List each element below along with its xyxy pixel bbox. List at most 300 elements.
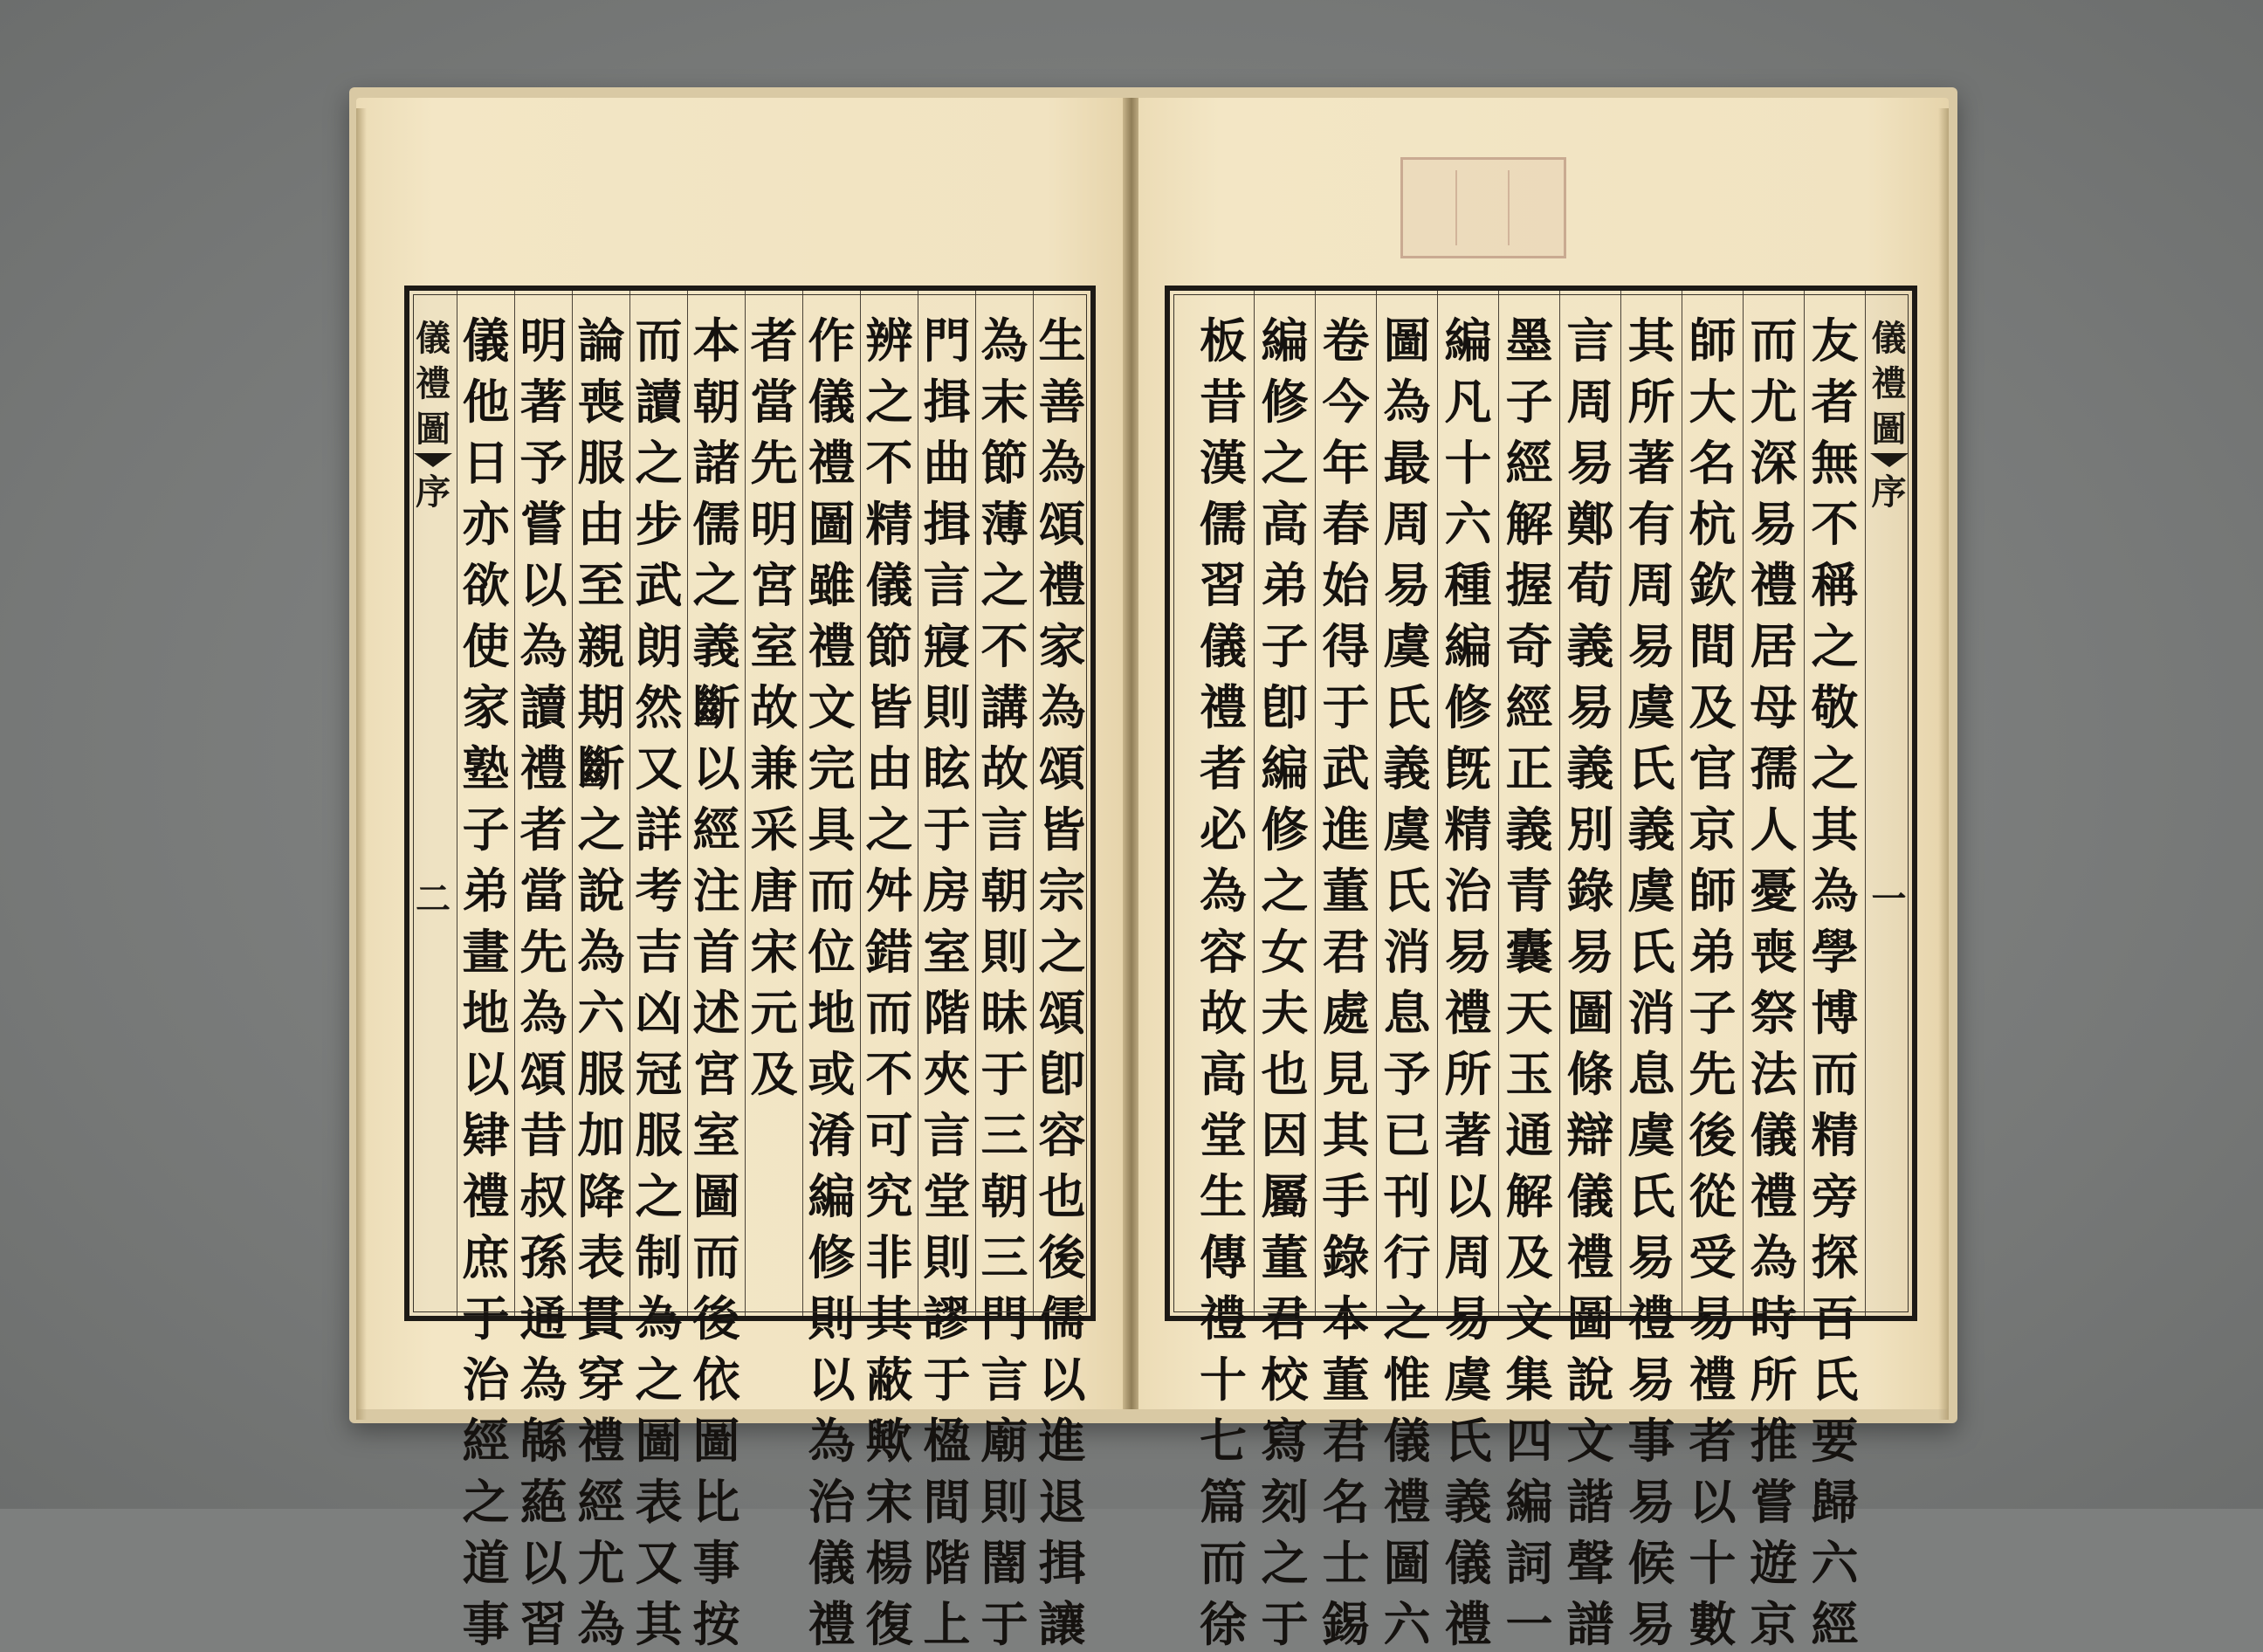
glyph: 著: [519, 374, 567, 430]
glyph: 然: [635, 679, 683, 735]
glyph: 圖: [635, 1413, 683, 1469]
glyph: 堂: [1200, 1107, 1247, 1163]
glyph: 畫: [462, 924, 510, 980]
glyph: 及: [1689, 679, 1737, 735]
glyph: 之: [865, 802, 913, 857]
glyph: 六: [1444, 496, 1492, 552]
glyph: 得: [1322, 618, 1370, 674]
glyph: 校: [1261, 1352, 1309, 1408]
glyph: 春: [1322, 496, 1370, 552]
glyph: 禮: [1383, 1474, 1431, 1530]
glyph: 位: [808, 924, 856, 980]
glyph: 所: [1750, 1352, 1798, 1408]
glyph: 禮: [1627, 1291, 1675, 1346]
glyph: 末: [980, 374, 1028, 430]
text-column: [1743, 291, 1804, 1652]
glyph: 正: [1505, 740, 1553, 796]
glyph: 六: [1811, 1535, 1859, 1591]
text-column: [918, 291, 975, 1652]
glyph: 蔽: [865, 1352, 913, 1408]
glyph: 圖: [1383, 1535, 1431, 1591]
glyph: 以: [692, 740, 740, 796]
glyph: 揖: [923, 374, 971, 430]
glyph: 禮: [1200, 1291, 1247, 1346]
margin-title-char: 禮: [1871, 363, 1907, 404]
glyph: 易: [1566, 924, 1614, 980]
glyph: 禮: [1444, 985, 1492, 1041]
glyph: 以: [519, 557, 567, 613]
glyph: 事: [692, 1535, 740, 1591]
glyph: 杭: [1689, 496, 1737, 552]
glyph: 按: [692, 1596, 740, 1652]
glyph: 治: [808, 1474, 856, 1530]
glyph: 之: [980, 557, 1028, 613]
glyph: 又: [635, 740, 683, 796]
glyph: 虞: [1627, 1107, 1675, 1163]
text-column: [1498, 291, 1559, 1652]
glyph: 精: [1444, 802, 1492, 857]
glyph: 不: [865, 1046, 913, 1102]
glyph: 息: [1627, 1046, 1675, 1102]
glyph: 著: [1627, 435, 1675, 491]
glyph: 不: [865, 435, 913, 491]
glyph: 夫: [1261, 985, 1309, 1041]
glyph: 期: [577, 679, 625, 735]
glyph: 宮: [750, 557, 798, 613]
glyph: 條: [1566, 1046, 1614, 1102]
glyph: 于: [980, 1046, 1028, 1102]
glyph: 十: [1689, 1535, 1737, 1591]
glyph: 欲: [462, 557, 510, 613]
glyph: 修: [808, 1229, 856, 1285]
glyph: 于: [462, 1291, 510, 1346]
glyph: 為: [1750, 1229, 1798, 1285]
glyph: 使: [462, 618, 510, 674]
glyph: 之: [1038, 924, 1086, 980]
glyph: 為: [808, 1413, 856, 1469]
margin-title-char: 圖: [416, 409, 451, 450]
glyph: 又: [635, 1535, 683, 1591]
glyph: 義: [1627, 802, 1675, 857]
glyph: 大: [1689, 374, 1737, 430]
glyph: 則: [980, 924, 1028, 980]
glyph: 有: [1627, 496, 1675, 552]
glyph: 吉: [635, 924, 683, 980]
glyph: 易: [1383, 557, 1431, 613]
glyph: 以: [1444, 1168, 1492, 1224]
glyph: 之: [1261, 863, 1309, 919]
glyph: 寢: [923, 618, 971, 674]
glyph: 讀: [519, 679, 567, 735]
right-page: [1138, 98, 1949, 1652]
glyph: 修: [1444, 679, 1492, 735]
glyph: 所: [1627, 374, 1675, 430]
glyph: 生: [1038, 313, 1086, 368]
glyph: 言: [980, 1352, 1028, 1408]
glyph: 居: [1750, 618, 1798, 674]
glyph: 間: [1689, 618, 1737, 674]
glyph: 易: [1627, 1229, 1675, 1285]
glyph: 友: [1811, 313, 1859, 368]
glyph: 經: [577, 1474, 625, 1530]
glyph: 為: [1200, 863, 1247, 919]
glyph: 七: [1200, 1413, 1247, 1469]
glyph: 喪: [1750, 924, 1798, 980]
glyph: 名: [1322, 1474, 1370, 1530]
glyph: 儒: [1200, 496, 1247, 552]
glyph: 奇: [1505, 618, 1553, 674]
glyph: 六: [577, 985, 625, 1041]
glyph: 推: [1750, 1413, 1798, 1469]
glyph: 氏: [1444, 1413, 1492, 1469]
glyph: 蕝: [519, 1474, 567, 1530]
glyph: 後: [1689, 1107, 1737, 1163]
glyph: 冠: [635, 1046, 683, 1102]
text-column: [514, 291, 572, 1652]
glyph: 從: [1689, 1168, 1737, 1224]
glyph: 女: [1261, 924, 1309, 980]
glyph: 通: [519, 1291, 567, 1346]
glyph: 氏: [1383, 679, 1431, 735]
glyph: 尤: [577, 1535, 625, 1591]
glyph: 室: [923, 924, 971, 980]
glyph: 氏: [1627, 924, 1675, 980]
glyph: 朝: [980, 1168, 1028, 1224]
glyph: 囊: [1505, 924, 1553, 980]
glyph: 編: [1444, 313, 1492, 368]
glyph: 塾: [462, 740, 510, 796]
glyph: 予: [519, 435, 567, 491]
glyph: 禮: [808, 435, 856, 491]
glyph: 之: [692, 557, 740, 613]
glyph: 官: [1689, 740, 1737, 796]
glyph: 氏: [1627, 740, 1675, 796]
glyph: 周: [1444, 1229, 1492, 1285]
glyph: 易: [1627, 1596, 1675, 1652]
glyph: 一: [1505, 1596, 1553, 1652]
glyph: 堂: [923, 1168, 971, 1224]
glyph: 揖: [923, 496, 971, 552]
glyph: 廟: [980, 1413, 1028, 1469]
glyph: 禮: [1750, 557, 1798, 613]
glyph: 其: [1627, 313, 1675, 368]
glyph: 由: [577, 496, 625, 552]
glyph: 時: [1750, 1291, 1798, 1346]
glyph: 其: [635, 1596, 683, 1652]
block-heart-margin: [1865, 291, 1912, 1316]
glyph: 易: [1444, 924, 1492, 980]
glyph: 文: [1566, 1413, 1614, 1469]
glyph: 士: [1322, 1535, 1370, 1591]
text-column: [1315, 291, 1376, 1652]
glyph: 禮: [1200, 679, 1247, 735]
glyph: 至: [577, 557, 625, 613]
glyph: 諸: [692, 435, 740, 491]
glyph: 凶: [635, 985, 683, 1041]
glyph: 宮: [692, 1046, 740, 1102]
glyph: 楹: [923, 1413, 971, 1469]
glyph: 之: [1261, 1535, 1309, 1591]
glyph: 虞: [1383, 802, 1431, 857]
glyph: 經: [462, 1413, 510, 1469]
glyph: 為: [519, 618, 567, 674]
glyph: 師: [1689, 313, 1737, 368]
glyph: 虞: [1383, 618, 1431, 674]
glyph: 揖: [1038, 1535, 1086, 1591]
glyph: 為: [1038, 679, 1086, 735]
text-column: [745, 291, 802, 1316]
glyph: 禮: [1689, 1352, 1737, 1408]
glyph: 遊: [1750, 1535, 1798, 1591]
glyph: 者: [1200, 740, 1247, 796]
glyph: 非: [865, 1229, 913, 1285]
margin-title-char: 圖: [1871, 409, 1907, 450]
glyph: 本: [692, 313, 740, 368]
glyph: 歸: [1811, 1474, 1859, 1530]
glyph: 間: [923, 1474, 971, 1530]
glyph: 旣: [1444, 740, 1492, 796]
page-edge-shadow: [356, 108, 367, 1420]
glyph: 之: [1261, 435, 1309, 491]
glyph: 漢: [1200, 435, 1247, 491]
glyph: 義: [1383, 740, 1431, 796]
glyph: 日: [462, 435, 510, 491]
glyph: 闇: [980, 1535, 1028, 1591]
glyph: 為: [635, 1291, 683, 1346]
text-column: [457, 291, 514, 1652]
glyph: 錯: [865, 924, 913, 980]
glyph: 淆: [808, 1107, 856, 1163]
glyph: 表: [577, 1229, 625, 1285]
glyph: 經: [692, 802, 740, 857]
glyph: 弟: [1261, 557, 1309, 613]
glyph: 因: [1261, 1107, 1309, 1163]
glyph: 也: [1038, 1168, 1086, 1224]
glyph: 最: [1383, 435, 1431, 491]
glyph: 儀: [1200, 618, 1247, 674]
glyph: 而: [635, 313, 683, 368]
glyph: 于: [980, 1596, 1028, 1652]
glyph: 制: [635, 1229, 683, 1285]
page-edge-shadow: [1938, 108, 1949, 1420]
glyph: 禮: [808, 1596, 856, 1652]
glyph: 已: [1383, 1107, 1431, 1163]
glyph: 禮: [1750, 1168, 1798, 1224]
right-text-frame: [1165, 286, 1917, 1652]
glyph: 徐: [1200, 1596, 1247, 1652]
glyph: 旁: [1811, 1168, 1859, 1224]
text-column: [975, 291, 1033, 1652]
glyph: 服: [577, 435, 625, 491]
glyph: 握: [1505, 557, 1553, 613]
glyph: 君: [1261, 1291, 1309, 1346]
glyph: 弟: [462, 863, 510, 919]
glyph: 年: [1322, 435, 1370, 491]
glyph: 朝: [980, 863, 1028, 919]
glyph: 學: [1811, 924, 1859, 980]
glyph: 本: [1322, 1291, 1370, 1346]
glyph: 董: [1261, 1229, 1309, 1285]
glyph: 則: [980, 1474, 1028, 1530]
left-text-frame: [404, 286, 1096, 1652]
glyph: 以: [1038, 1352, 1086, 1408]
glyph: 屬: [1261, 1168, 1309, 1224]
glyph: 孺: [1750, 740, 1798, 796]
glyph: 舛: [865, 863, 913, 919]
glyph: 昔: [1200, 374, 1247, 430]
left-page: [356, 98, 1125, 1652]
margin-title-char: 禮: [416, 363, 451, 404]
glyph: 之: [635, 435, 683, 491]
glyph: 鄭: [1566, 496, 1614, 552]
glyph: 明: [750, 496, 798, 552]
glyph: 而: [1200, 1535, 1247, 1591]
margin-title-char: 序: [416, 472, 451, 513]
glyph: 習: [519, 1596, 567, 1652]
glyph: 進: [1038, 1413, 1086, 1469]
glyph: 子: [1505, 374, 1553, 430]
glyph: 為: [1038, 435, 1086, 491]
glyph: 聲: [1566, 1535, 1614, 1591]
glyph: 修: [1261, 802, 1309, 857]
glyph: 叔: [519, 1168, 567, 1224]
glyph: 服: [577, 1046, 625, 1102]
text-column: [1193, 291, 1254, 1652]
glyph: 之: [635, 1168, 683, 1224]
glyph: 者: [750, 313, 798, 368]
text-column: [1254, 291, 1315, 1652]
glyph: 禮: [1038, 557, 1086, 613]
glyph: 宋: [750, 924, 798, 980]
glyph: 言: [923, 557, 971, 613]
glyph: 儀: [1566, 1168, 1614, 1224]
glyph: 易: [1627, 1352, 1675, 1408]
text-column: [1620, 291, 1682, 1652]
glyph: 刻: [1261, 1474, 1309, 1530]
glyph: 人: [1750, 802, 1798, 857]
glyph: 董: [1322, 1352, 1370, 1408]
glyph: 由: [865, 740, 913, 796]
glyph: 後: [692, 1291, 740, 1346]
glyph: 宋: [865, 1474, 913, 1530]
glyph: 之: [635, 1352, 683, 1408]
glyph: 要: [1811, 1413, 1859, 1469]
glyph: 之: [462, 1474, 510, 1530]
glyph: 親: [577, 618, 625, 674]
glyph: 言: [923, 1107, 971, 1163]
glyph: 禮: [462, 1168, 510, 1224]
glyph: 子: [1261, 618, 1309, 674]
glyph: 家: [462, 679, 510, 735]
folio-number: 二: [416, 878, 451, 919]
glyph: 說: [1566, 1352, 1614, 1408]
margin-title-char: 儀: [1871, 318, 1907, 359]
glyph: 圖: [808, 496, 856, 552]
glyph: 或: [808, 1046, 856, 1102]
glyph: 三: [980, 1229, 1028, 1285]
glyph: 禮: [808, 618, 856, 674]
glyph: 依: [692, 1352, 740, 1408]
glyph: 容: [1200, 924, 1247, 980]
glyph: 孫: [519, 1229, 567, 1285]
glyph: 義: [692, 618, 740, 674]
glyph: 處: [1322, 985, 1370, 1041]
glyph: 為: [1383, 374, 1431, 430]
glyph: 精: [1811, 1107, 1859, 1163]
glyph: 而: [692, 1229, 740, 1285]
glyph: 故: [1200, 985, 1247, 1041]
glyph: 以: [808, 1352, 856, 1408]
text-column: [629, 291, 687, 1652]
glyph: 室: [692, 1107, 740, 1163]
glyph: 所: [1444, 1046, 1492, 1102]
glyph: 憂: [1750, 863, 1798, 919]
glyph: 而: [1750, 313, 1798, 368]
glyph: 傳: [1200, 1229, 1247, 1285]
glyph: 者: [519, 802, 567, 857]
glyph: 地: [808, 985, 856, 1041]
text-column: [687, 291, 745, 1652]
glyph: 完: [808, 740, 856, 796]
glyph: 當: [750, 374, 798, 430]
glyph: 別: [1566, 802, 1614, 857]
fishtail-mark: [414, 453, 452, 467]
glyph: 曲: [923, 435, 971, 491]
glyph: 謬: [923, 1291, 971, 1346]
glyph: 博: [1811, 985, 1859, 1041]
glyph: 先: [750, 435, 798, 491]
glyph: 數: [1689, 1596, 1737, 1652]
glyph: 為: [519, 985, 567, 1041]
glyph: 編: [1261, 740, 1309, 796]
glyph: 比: [692, 1474, 740, 1530]
glyph: 虞: [1444, 1352, 1492, 1408]
glyph: 言: [980, 802, 1028, 857]
glyph: 禮: [519, 740, 567, 796]
glyph: 儀: [462, 313, 510, 368]
glyph: 事: [462, 1596, 510, 1652]
glyph: 不: [1811, 496, 1859, 552]
glyph: 則: [923, 679, 971, 735]
glyph: 為: [1811, 863, 1859, 919]
glyph: 事: [1627, 1413, 1675, 1469]
glyph: 今: [1322, 374, 1370, 430]
glyph: 儒: [1038, 1291, 1086, 1346]
glyph: 弟: [1689, 924, 1737, 980]
glyph: 著: [1444, 1107, 1492, 1163]
glyph: 眩: [923, 740, 971, 796]
glyph: 肄: [462, 1107, 510, 1163]
glyph: 天: [1505, 985, 1553, 1041]
text-column: [1376, 291, 1437, 1652]
glyph: 以: [519, 1535, 567, 1591]
glyph: 荀: [1566, 557, 1614, 613]
glyph: 貫: [577, 1291, 625, 1346]
glyph: 玉: [1505, 1046, 1553, 1102]
glyph: 考: [635, 863, 683, 919]
glyph: 通: [1505, 1107, 1553, 1163]
glyph: 之: [1811, 618, 1859, 674]
glyph: 後: [1038, 1229, 1086, 1285]
glyph: 復: [865, 1596, 913, 1652]
glyph: 圖: [1566, 1291, 1614, 1346]
glyph: 夾: [923, 1046, 971, 1102]
glyph: 服: [635, 1107, 683, 1163]
glyph: 穿: [577, 1352, 625, 1408]
glyph: 禮: [1444, 1596, 1492, 1652]
glyph: 其: [1811, 802, 1859, 857]
glyph: 歟: [865, 1413, 913, 1469]
